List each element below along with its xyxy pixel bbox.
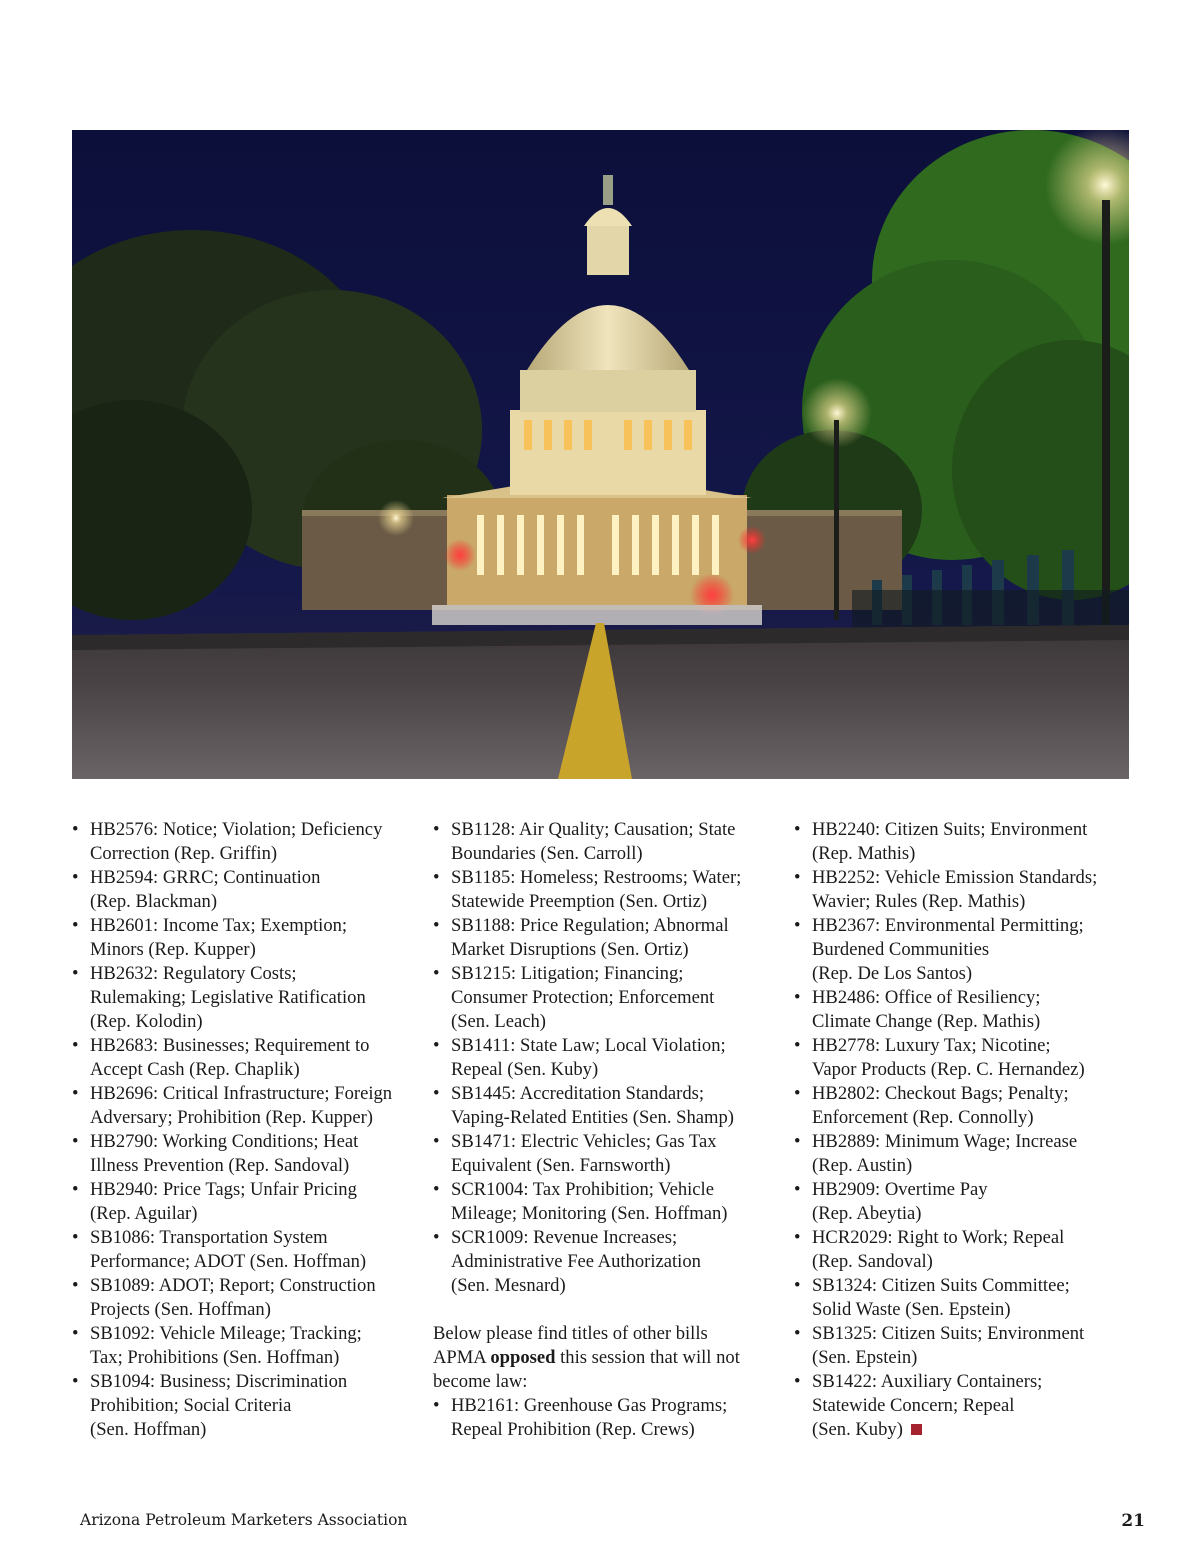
list-item-line: Mileage; Monitoring (Sen. Hoffman) [451, 1203, 728, 1224]
footer-publication: Arizona Petroleum Marketers Association [80, 1511, 408, 1529]
list-item-line: • HB2683: Businesses; Requirement to [90, 1035, 370, 1056]
list-item [72, 1178, 412, 1226]
list-item-line: Repeal Prohibition (Rep. Crews) [451, 1419, 695, 1440]
list-item-line: • HB2486: Office of Resiliency; [812, 987, 1041, 1008]
list-item-line: • HB2601: Income Tax; Exemption; [90, 915, 348, 936]
list-item [794, 1274, 1134, 1322]
list-item-line: • HB2594: GRRC; Continuation [90, 867, 321, 888]
intro-line: become law: [433, 1371, 528, 1392]
list-item-line: Boundaries (Sen. Carroll) [451, 843, 643, 864]
bill-list-column-1 [72, 818, 412, 1442]
list-item-line: Performance; ADOT (Sen. Hoffman) [90, 1251, 367, 1272]
list-item-line: (Sen. Leach) [451, 1011, 546, 1032]
list-item-line: • HB2940: Price Tags; Unfair Pricing [90, 1179, 357, 1200]
list-item [794, 1082, 1134, 1130]
list-item-line: Vaping-Related Entities (Sen. Shamp) [451, 1107, 734, 1128]
intro-bold-opposed: opposed [490, 1347, 556, 1368]
end-of-article-mark [911, 1424, 922, 1435]
list-item-line: • SB1185: Homeless; Restrooms; Water; [451, 867, 742, 888]
list-item-line: Solid Waste (Sen. Epstein) [812, 1299, 1011, 1320]
bill-list-column-3 [794, 818, 1134, 1442]
list-item-line: Illness Prevention (Rep. Sandoval) [90, 1155, 350, 1176]
list-item [433, 1394, 778, 1442]
list-item [433, 1226, 778, 1298]
list-item-line: Repeal (Sen. Kuby) [451, 1059, 599, 1080]
list-item [794, 1130, 1134, 1178]
list-item [433, 1130, 778, 1178]
list-item-line: • SB1092: Vehicle Mileage; Tracking; [90, 1323, 362, 1344]
list-item-line: Rulemaking; Legislative Ratification [90, 987, 366, 1008]
list-item [794, 866, 1134, 914]
list-item [433, 1034, 778, 1082]
list-item-line: (Sen. Epstein) [812, 1347, 918, 1368]
list-item [72, 866, 412, 914]
list-item-line: Vapor Products (Rep. C. Hernandez) [812, 1059, 1085, 1080]
list-item [433, 914, 778, 962]
list-item-line: Consumer Protection; Enforcement [451, 987, 715, 1008]
list-item [72, 914, 412, 962]
list-item-line: • SB1325: Citizen Suits; Environment [812, 1323, 1085, 1344]
list-item-line: Minors (Rep. Kupper) [90, 939, 256, 960]
intro-text: APMA [433, 1347, 491, 1368]
list-item [794, 1322, 1134, 1370]
list-item [794, 1034, 1134, 1082]
list-item [794, 1226, 1134, 1274]
list-item-line: (Rep. Austin) [812, 1155, 913, 1176]
list-item-line: Accept Cash (Rep. Chaplik) [90, 1059, 300, 1080]
list-item [72, 1274, 412, 1322]
list-item-line: • SCR1009: Revenue Increases; [451, 1227, 678, 1248]
list-item-line: • HB2632: Regulatory Costs; [90, 963, 297, 984]
list-item-line: • HB2576: Notice; Violation; Deficiency [90, 819, 383, 840]
list-item-line: (Rep. Sandoval) [812, 1251, 933, 1272]
list-item-line: Statewide Concern; Repeal [812, 1395, 1015, 1416]
opposed-bills-intro [433, 1322, 778, 1394]
bill-list-column-2 [433, 818, 778, 1442]
intro-line: Below please find titles of other bills [433, 1323, 708, 1344]
list-item-line: • SB1215: Litigation; Financing; [451, 963, 684, 984]
list-item-line: (Sen. Kuby) [812, 1419, 903, 1440]
list-item [72, 1226, 412, 1274]
list-item-line: • HB2696: Critical Infrastructure; Foreign [90, 1083, 393, 1104]
list-item-line: • SB1324: Citizen Suits Committee; [812, 1275, 1070, 1296]
page-number: 21 [1121, 1511, 1145, 1531]
list-item-line: • HB2161: Greenhouse Gas Programs; [451, 1395, 728, 1416]
list-item-line: (Sen. Hoffman) [90, 1419, 207, 1440]
list-item [794, 1370, 1134, 1442]
list-item [72, 1130, 412, 1178]
list-item [433, 1178, 778, 1226]
list-item-line: (Rep. Abeytia) [812, 1203, 922, 1224]
list-item [433, 1082, 778, 1130]
list-item [72, 1082, 412, 1130]
list-item-line: Adversary; Prohibition (Rep. Kupper) [90, 1107, 373, 1128]
intro-text: this session that will not [555, 1347, 740, 1368]
list-item [433, 866, 778, 914]
list-item-line: Equivalent (Sen. Farnsworth) [451, 1155, 671, 1176]
opposed-bills-list [794, 818, 1134, 1442]
list-item [433, 962, 778, 1034]
list-item-line: • SB1411: State Law; Local Violation; [451, 1035, 726, 1056]
list-item-line: (Sen. Mesnard) [451, 1275, 566, 1296]
list-item-line: Projects (Sen. Hoffman) [90, 1299, 271, 1320]
list-item [794, 818, 1134, 866]
list-item-line: • HB2802: Checkout Bags; Penalty; [812, 1083, 1069, 1104]
list-item-line: • HB2252: Vehicle Emission Standards; [812, 867, 1098, 888]
list-item-line: • SB1128: Air Quality; Causation; State [451, 819, 736, 840]
list-item-line: Prohibition; Social Criteria [90, 1395, 292, 1416]
list-item [433, 818, 778, 866]
list-item-line: • HCR2029: Right to Work; Repeal [812, 1227, 1065, 1248]
list-item-line: • SB1422: Auxiliary Containers; [812, 1371, 1043, 1392]
list-item-line: • SB1188: Price Regulation; Abnormal [451, 915, 729, 936]
list-item-line: (Rep. Blackman) [90, 891, 218, 912]
opposed-bills-list [433, 1394, 778, 1442]
list-item-line: • HB2778: Luxury Tax; Nicotine; [812, 1035, 1051, 1056]
list-item [794, 986, 1134, 1034]
list-item-line: Enforcement (Rep. Connolly) [812, 1107, 1034, 1128]
capitol-night-photo [72, 130, 1129, 779]
list-item-line: Burdened Communities [812, 939, 990, 960]
list-item [72, 1370, 412, 1442]
list-item-line: Climate Change (Rep. Mathis) [812, 1011, 1041, 1032]
list-item-line: (Rep. Mathis) [812, 843, 916, 864]
supported-bills-list [433, 818, 778, 1298]
list-item [794, 1178, 1134, 1226]
list-item-line: • SB1086: Transportation System [90, 1227, 328, 1248]
list-item [794, 914, 1134, 986]
list-item-line: Correction (Rep. Griffin) [90, 843, 278, 864]
list-item-line: (Rep. Kolodin) [90, 1011, 203, 1032]
list-item-line: • SB1445: Accreditation Standards; [451, 1083, 705, 1104]
list-item-line: • SCR1004: Tax Prohibition; Vehicle [451, 1179, 714, 1200]
list-item [72, 962, 412, 1034]
list-item [72, 1034, 412, 1082]
list-item-line: • HB2790: Working Conditions; Heat [90, 1131, 359, 1152]
list-item-line: Administrative Fee Authorization [451, 1251, 701, 1272]
list-item-line: • HB2367: Environmental Permitting; [812, 915, 1084, 936]
list-item-line: • SB1471: Electric Vehicles; Gas Tax [451, 1131, 717, 1152]
list-item-line: Market Disruptions (Sen. Ortiz) [451, 939, 689, 960]
list-item-line: • SB1094: Business; Discrimination [90, 1371, 348, 1392]
list-item-line: • HB2889: Minimum Wage; Increase [812, 1131, 1078, 1152]
intro-line [433, 1346, 778, 1370]
supported-bills-list [72, 818, 412, 1442]
list-item-line: (Rep. Aguilar) [90, 1203, 198, 1224]
list-item-line: Tax; Prohibitions (Sen. Hoffman) [90, 1347, 340, 1368]
list-item [72, 818, 412, 866]
list-item [72, 1322, 412, 1370]
list-item-line: (Rep. De Los Santos) [812, 963, 973, 984]
list-item-line: • HB2240: Citizen Suits; Environment [812, 819, 1088, 840]
list-item-line: Statewide Preemption (Sen. Ortiz) [451, 891, 708, 912]
list-item-line: Wavier; Rules (Rep. Mathis) [812, 891, 1026, 912]
list-item-line: • HB2909: Overtime Pay [812, 1179, 988, 1200]
list-item-line: • SB1089: ADOT; Report; Construction [90, 1275, 376, 1296]
